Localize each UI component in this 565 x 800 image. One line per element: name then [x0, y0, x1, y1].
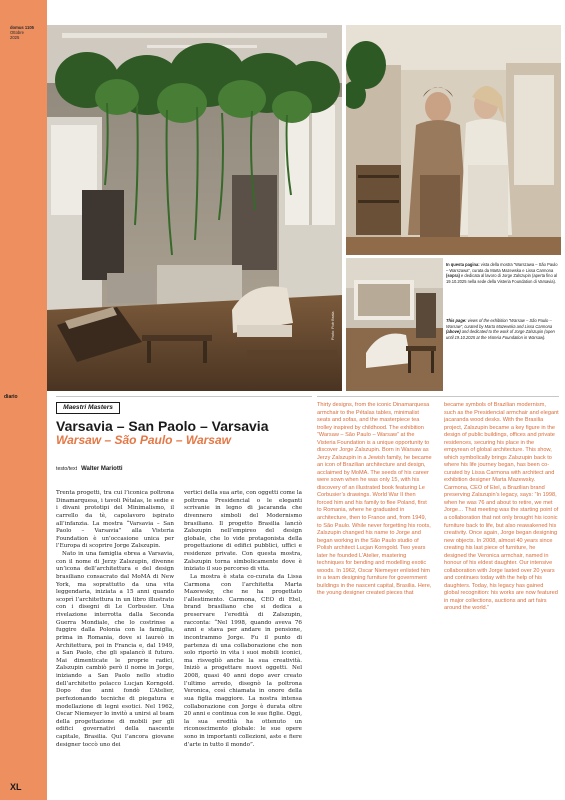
caption-en-text2: and dedicated to the work of Jorge Zalszupin (open until 19.10.2025 at the Visteria Foundation in Warsaw).: [446, 329, 555, 340]
section-label: diario: [4, 394, 18, 400]
divider-rule-right: [317, 396, 559, 397]
caption-it-bold: (sopra): [446, 273, 460, 279]
body-column-english-1: Thirty designs, from the iconic Dinamarquesa armchair to the Pétalas tables, minimalist seats and sofas, and the masterpiece tea trolley inspired by childhood. The exhibition “Warsaw – São Paulo – Warsaw” at the Visteria Foundation is a unique opportunity to discover Jorge Zalszupin. Born in Warsaw as Jerzy Zalszupin in a Jewish family, he became an icon of Brazilian architecture and design, acclaimed by MoMA. The seeds of his career were sown when he was only 15, with his discovery of an illustrated book featuring Le Corbusier’s drawings. World War II then forced him and his family to flee Poland, first to Romania, where he graduated in architecture, then to France and, from 1949, to São Paulo. While never forgetting his roots, Zalszupin changed his name to Jorge and began working in the São Paulo studio of Polish architect Lucjan Korngold. Two years later he founded L’Atelier, mastering techniques for bending and modelling exotic woods. In 1962, Oscar Niemeyer enlisted him in a team designing furniture for government buildings in the nascent capital, Brasilia. Here, the young designer created pieces that: [317, 402, 432, 597]
caption-it-text: vista della mostra “Warszawa – São Paulo – Warszawa”, curata da Marta Mazewska e Lissa Carmona: [446, 262, 558, 273]
page-number: XL: [10, 782, 22, 792]
folio: [10, 25, 44, 41]
paragraph: Trenta progetti, tra cui l’iconica poltrona Dinamarquesa, i tavoli Pétalas, le sedie e i divani prototipi del Minimalismo, il carrello da tè, capolavoro ispirato all’infanzia. La mostra “Varsavia – San Paolo – Varsavia” alla Visteria Foundation è un’occasione unica per l’Europa di scoprire Jorge Zalszupin.: [56, 490, 174, 550]
column-tag: Maestri Masters: [56, 402, 120, 414]
headline-italian: Varsavia – San Paolo – Varsavia: [56, 418, 269, 434]
caption-english: [446, 318, 558, 340]
issue-label: domus 1105: [10, 25, 34, 30]
year-label: 2025: [10, 35, 20, 41]
month-label: Ottobre: [10, 30, 24, 36]
headline-english: Warsaw – São Paulo – Warsaw: [56, 433, 231, 447]
exhibition-detail-photo: [346, 258, 443, 391]
caption-en-bold: (above): [446, 329, 461, 335]
body-column-english-2: became symbols of Brazilian modernism, such as the Presidencial armchair and elegant jacaranda wood desks. With the Brasilia project, Zalszupin became a key figure in the design of public buildings, offices and private residences, securing his place in the empyrean of global architecture. This show, which symbolically brings Zalszupin back to where his life journey began, has been co-curated by Lissa Carmona with architect and exhibition designer Marta Mazewsky. Carmona, CEO of Etel, a Brazilian brand preserving Zalszupin’s legacy, says: “In 1998, when he was 76 and about to retire, we met Jorge… That meeting was the starting point of a collaboration that not only brought his iconic furniture back to life, but also reawakened his creativity. Once again, Jorge began designing new objects. In 2008, almost 40 years since creating his last piece of furniture, he designed the Veronica armchair, named in honour of his eldest daughter. Our intensive collaboration with Jorge lasted over 20 years and continues today with the help of his daughters. Today, his legacy has gained global recognition: his works are now featured in major collections, auctions and art fairs around the world.”: [444, 402, 559, 612]
caption-it-heading: In questa pagina:: [446, 262, 480, 267]
divider-rule-left: [56, 396, 312, 397]
author-name: Walter Mariotti: [81, 466, 123, 472]
byline-label: testo/text: [56, 466, 78, 472]
byline: [56, 466, 123, 472]
body-column-italian-2: [184, 490, 302, 749]
exhibition-main-photo: [47, 25, 342, 391]
paragraph: La mostra è stata co-curata da Lissa Carmona con l’architetta Marta Mazewsky, che ne ha progettato l’allestimento. Carmona, CEO di Etel, brand brasiliano che si dedica a preservare l’eredità di Zalszupin, racconta: “Nel 1998, quando aveva 76 anni e stava per andare in pensione, incontrammo Jorge. Fu il punto di partenza di una collaborazione che non solo riportò in vita i suoi mobili iconici, ma risvegliò anche la sua creatività. Iniziò a progettare nuovi oggetti. Nel 2008, quasi 40 anni dopo aver creato l’ultimo arredo, disegnò la poltrona Veronica, così chiamata in onore della sua figlia maggiore. La nostra intensa collaborazione con Jorge è durata oltre 20 anni e continua con le sue figlie. Oggi, la sua eredità ha ottenuto un riconoscimento globale: le sue opere sono in importanti collezioni, aste e fiere d’arte in tutto il mondo”.: [184, 573, 302, 748]
paragraph: vertici della sua arte, con oggetti come la poltrona Presidencial o le eleganti scrivanie in legno di jacaranda che divennero simboli del Modernismo brasiliano. Il progetto Brasilia lanciò Zalszupin nell’empireo del design globale, che lo vide protagonista della progettazione di edifici pubblici, uffici e residenze private. Con questa mostra, Zalszupin torna simbolicamente dove è iniziato il suo percorso di vita.: [184, 490, 302, 573]
caption-italian: [446, 262, 558, 284]
caption-en-text: views of the exhibition “Warsaw – São Paulo – Warsaw”, curated by Marta Mazewska and Lissa Carmona: [446, 318, 553, 329]
photo-credit: Photo: Piotr Beata: [331, 311, 335, 340]
curators-portrait-photo: [346, 25, 561, 255]
orange-margin-bar: [0, 0, 47, 800]
caption-it-text2: e dedicata al lavoro di Jorge Zalszupin (aperta fino al 19.10.2025 nella sede della Visteria Foundation di Varsavia).: [446, 273, 558, 284]
caption-en-heading: This page:: [446, 318, 467, 323]
paragraph: Nato in una famiglia ebrea a Varsavia, con il nome di Jerzy Zalszupin, divenne un’icona dell’architettura e del design brasiliano consacrato dal MoMA di New York, ma soprattutto da una vita leggendaria, iniziata a 15 anni quando scoprì l’architettura in un libro illustrato con i disegni di Le Corbusier. Una rivelazione interrotta dalla Seconda Guerra Mondiale, che lo costrinse a fuggire dalla Polonia con la famiglia, prima in Romania, dove si laureò in Architettura, poi in Francia e, dal 1949, a San Paolo, che gli spalancò il futuro. Mai dimenticate le proprie radici, Zalszupin cambiò però il nome in Jorge, iniziando a San Paolo nello studio dell’architetto polacco Lucjan Korngold. Dopo due anni fondò L’Atelier, perfezionando tecniche di piegatura e modellazione di legni esotici. Nel 1962, Oscar Niemeyer lo invitò a unirsi al team della progettazione di mobili per gli edifici governativi della nascente capitale, Brasilia. Qui l’ancora giovane designer toccò uno dei: [56, 551, 174, 748]
body-column-italian-1: [56, 490, 174, 749]
